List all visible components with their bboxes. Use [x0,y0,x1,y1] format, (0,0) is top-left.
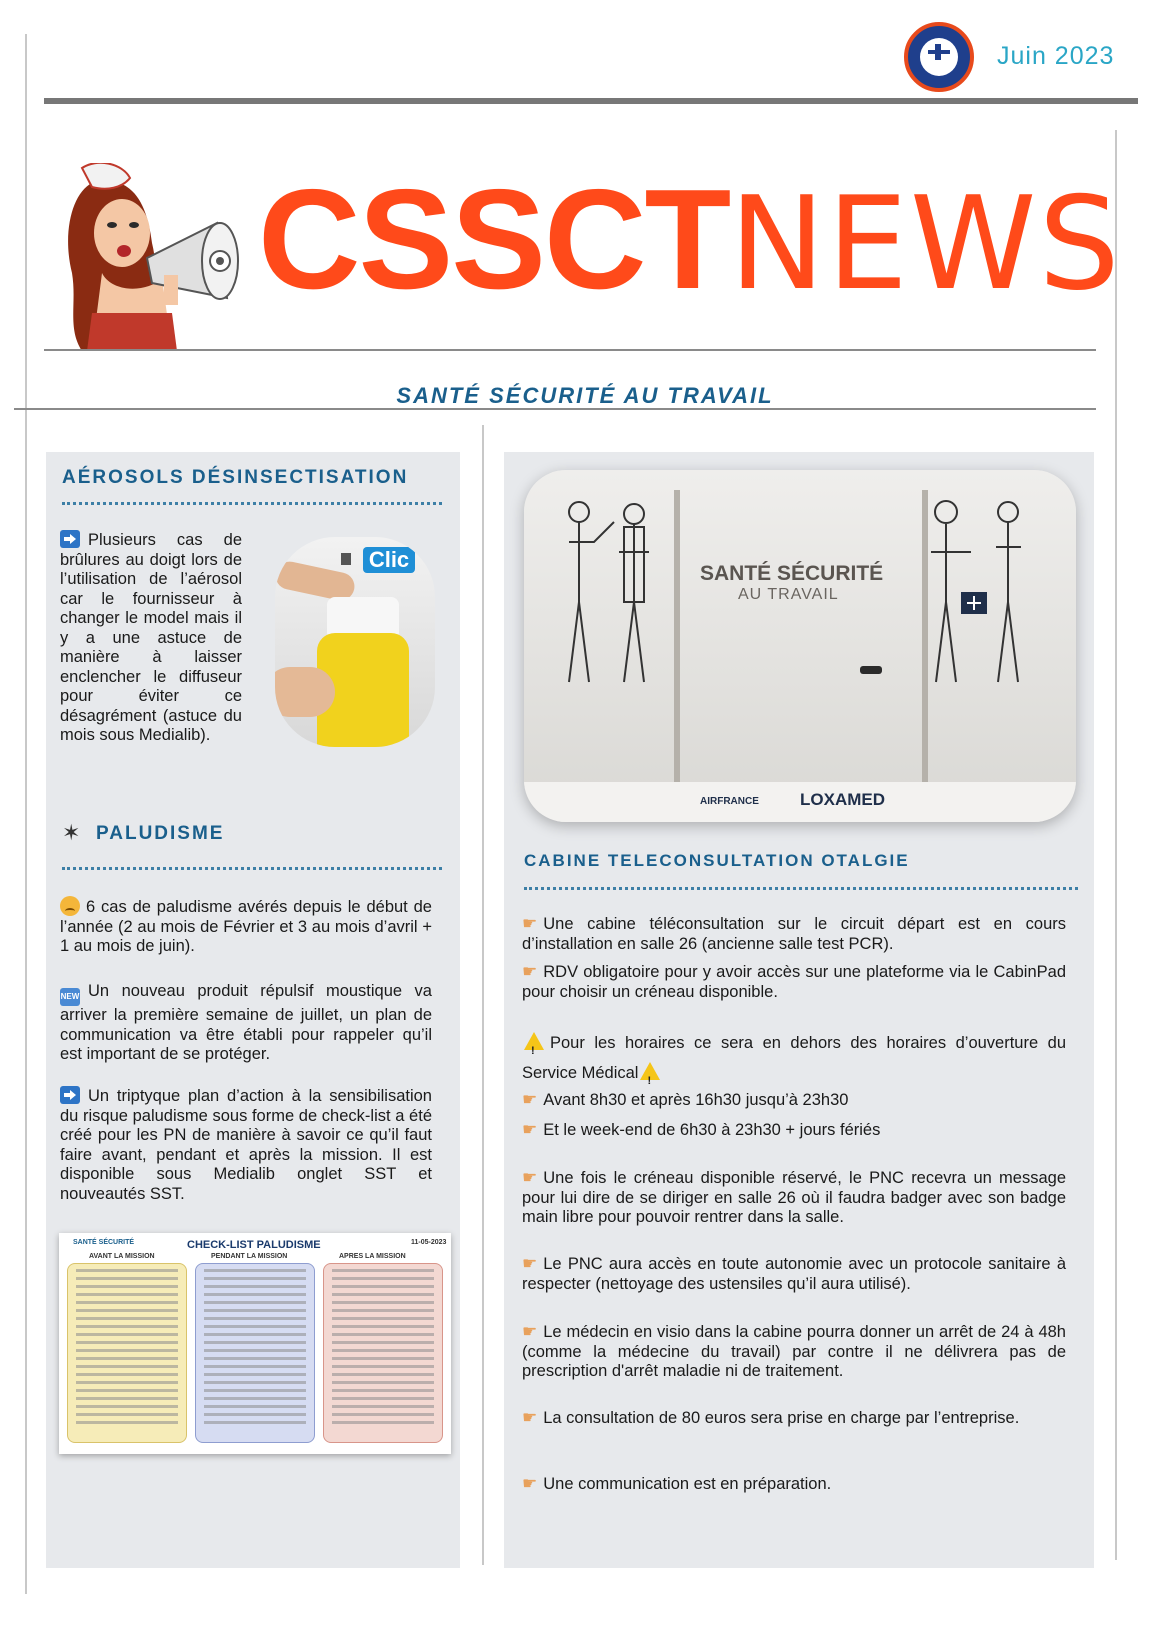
checklist-col-apres [323,1263,443,1443]
checklist-col-2-head: PENDANT LA MISSION [211,1253,288,1260]
pointing-hand-icon: ☛ [522,1120,538,1139]
paludisme-title: PALUDISME [96,823,225,844]
aerosols-title: AÉROSOLS DÉSINSECTISATION [62,467,409,488]
checklist-col-3-head: APRES LA MISSION [339,1253,406,1260]
union-seal-icon [904,22,974,92]
column-divider [482,425,484,1565]
door-sign-line2: AU TRAVAIL [738,586,839,603]
mosquito-icon: ✶ [62,820,81,845]
cabine-p2: ☛ RDV obligatoire pour y avoir accès sur une plateforme via le CabinPad pour choisir un créneau disponible. [522,962,1066,1001]
new-badge-icon: NEW [60,988,80,1006]
paludisme-p3: Un triptyque plan d’action à la sensibilisation du risque paludisme sous forme de check-list a été créé pour les PN de manière à savoir ce qu’il faut faire avant, pendant et après la mission. Il est disponible sous Medialib onglet SST et nouveautés SST. [60,1087,432,1203]
aerosols-divider [62,502,442,505]
paludisme-p1: 6 cas de paludisme avérés depuis le début de l’année (2 au mois de Février et 3 au mois d’avril + 1 au mois de juin). [60,898,432,955]
checklist-col-avant [67,1263,187,1443]
warning-icon [524,1032,544,1050]
door-handle [860,666,882,674]
cabine-p8: ☛ Le médecin en visio dans la cabine pourra donner un arrêt de 24 à 48h (comme la médecine du travail) par contre il ne délivrera pas de prescription d'arrêt maladie ni de traitement. [522,1322,1066,1380]
checklist-brand: SANTÉ SÉCURITÉ [73,1239,135,1246]
section-subtitle: SANTÉ SÉCURITÉ AU TRAVAIL [396,383,774,408]
warning-icon [640,1062,660,1080]
cabine-p3: !Pour les horaires ce sera en dehors des horaires d’ouverture du Service Médical! [522,1028,1066,1088]
checklist-col-1-head: AVANT LA MISSION [89,1253,155,1260]
can-cap [327,597,399,637]
door-sign-line1: SANTÉ SÉCURITÉ [700,562,884,585]
cabine-p5: ☛ Et le week-end de 6h30 à 23h30 + jours fériés [522,1120,881,1139]
paludisme-p2: NEW Un nouveau produit répulsif moustique va arriver la première semaine de juillet, un plan de communication va être établi pour rappeler qu’il est important de se protéger. [60,982,432,1063]
title-bold: CSSCT [258,160,730,319]
speaker-icon [341,553,351,565]
cabine-title: CABINE TELECONSULTATION OTALGIE [524,851,910,870]
airfrance-logo: AIRFRANCE [700,796,759,807]
checklist-paludisme-image[interactable] [59,1233,451,1454]
title-thin: NEWS [729,170,1122,319]
door-frame-left [674,490,680,810]
title-rule-top [44,349,1096,351]
aerosols-text: Plusieurs cas de brûlures au doigt lors de l’utilisation de l’aérosol car le fournisseur à changer le model mais il y a une astuce de manière à laisser enclencher le diffuseur pour éviter ce désagrément (astuce du mois sous Medialib). [60,531,242,744]
cabine-p1: ☛ Une cabine téléconsultation sur le circuit départ est en cours d’installation en salle 26 (ancienne salle test PCR). [522,914,1066,953]
sad-face-icon [60,896,80,916]
pointing-hand-icon: ☛ [522,1322,538,1341]
masthead-rule [44,98,1138,104]
clic-badge: Clic [363,547,415,573]
figures-left [554,492,674,692]
arrow-right-icon [60,530,80,548]
pointing-hand-icon: ☛ [522,1090,538,1109]
cabin-door-photo [524,470,1076,822]
newsletter-title [258,160,1122,320]
title-rule-bottom [14,408,1096,410]
pointing-hand-icon: ☛ [522,1474,538,1493]
arrow-right-icon [60,1086,80,1104]
loxamed-logo: LOXAMED [800,790,885,809]
cabine-divider [524,887,1078,890]
cabine-p7: ☛ Le PNC aura accès en toute autonomie avec un protocole sanitaire à respecter (nettoyage des ustensiles qu’il aura utilisé). [522,1254,1066,1293]
paludisme-divider [62,867,442,870]
pointing-hand-icon: ☛ [522,1254,538,1273]
pointing-hand-icon: ☛ [522,962,538,981]
checklist-col-pendant [195,1263,315,1443]
checklist-title: CHECK-LIST PALUDISME [187,1239,321,1251]
thumb [275,667,335,717]
issue-date: Juin 2023 [997,42,1115,70]
aerosol-photo [275,537,435,747]
cabine-p6: ☛ Une fois le créneau disponible réservé, le PNC recevra un message pour lui dire de se diriger en salle 26 où il faudra badger avec son badge main libre pour pouvoir rentrer dans la salle. [522,1168,1066,1226]
figures-right [916,492,1046,692]
page-border-right [1115,130,1117,1560]
megaphone-woman-illustration [52,163,248,351]
cabine-p9: ☛ La consultation de 80 euros sera prise en charge par l’entreprise. [522,1408,1020,1427]
pointing-hand-icon: ☛ [522,1168,538,1187]
pointing-hand-icon: ☛ [522,1408,538,1427]
cabine-p10: ☛ Une communication est en préparation. [522,1474,832,1493]
cabine-p4: ☛ Avant 8h30 et après 16h30 jusqu’à 23h30 [522,1090,849,1109]
checklist-date: 11-05-2023 [411,1239,447,1246]
pointing-hand-icon: ☛ [522,914,538,933]
page-border-left [25,34,27,1594]
